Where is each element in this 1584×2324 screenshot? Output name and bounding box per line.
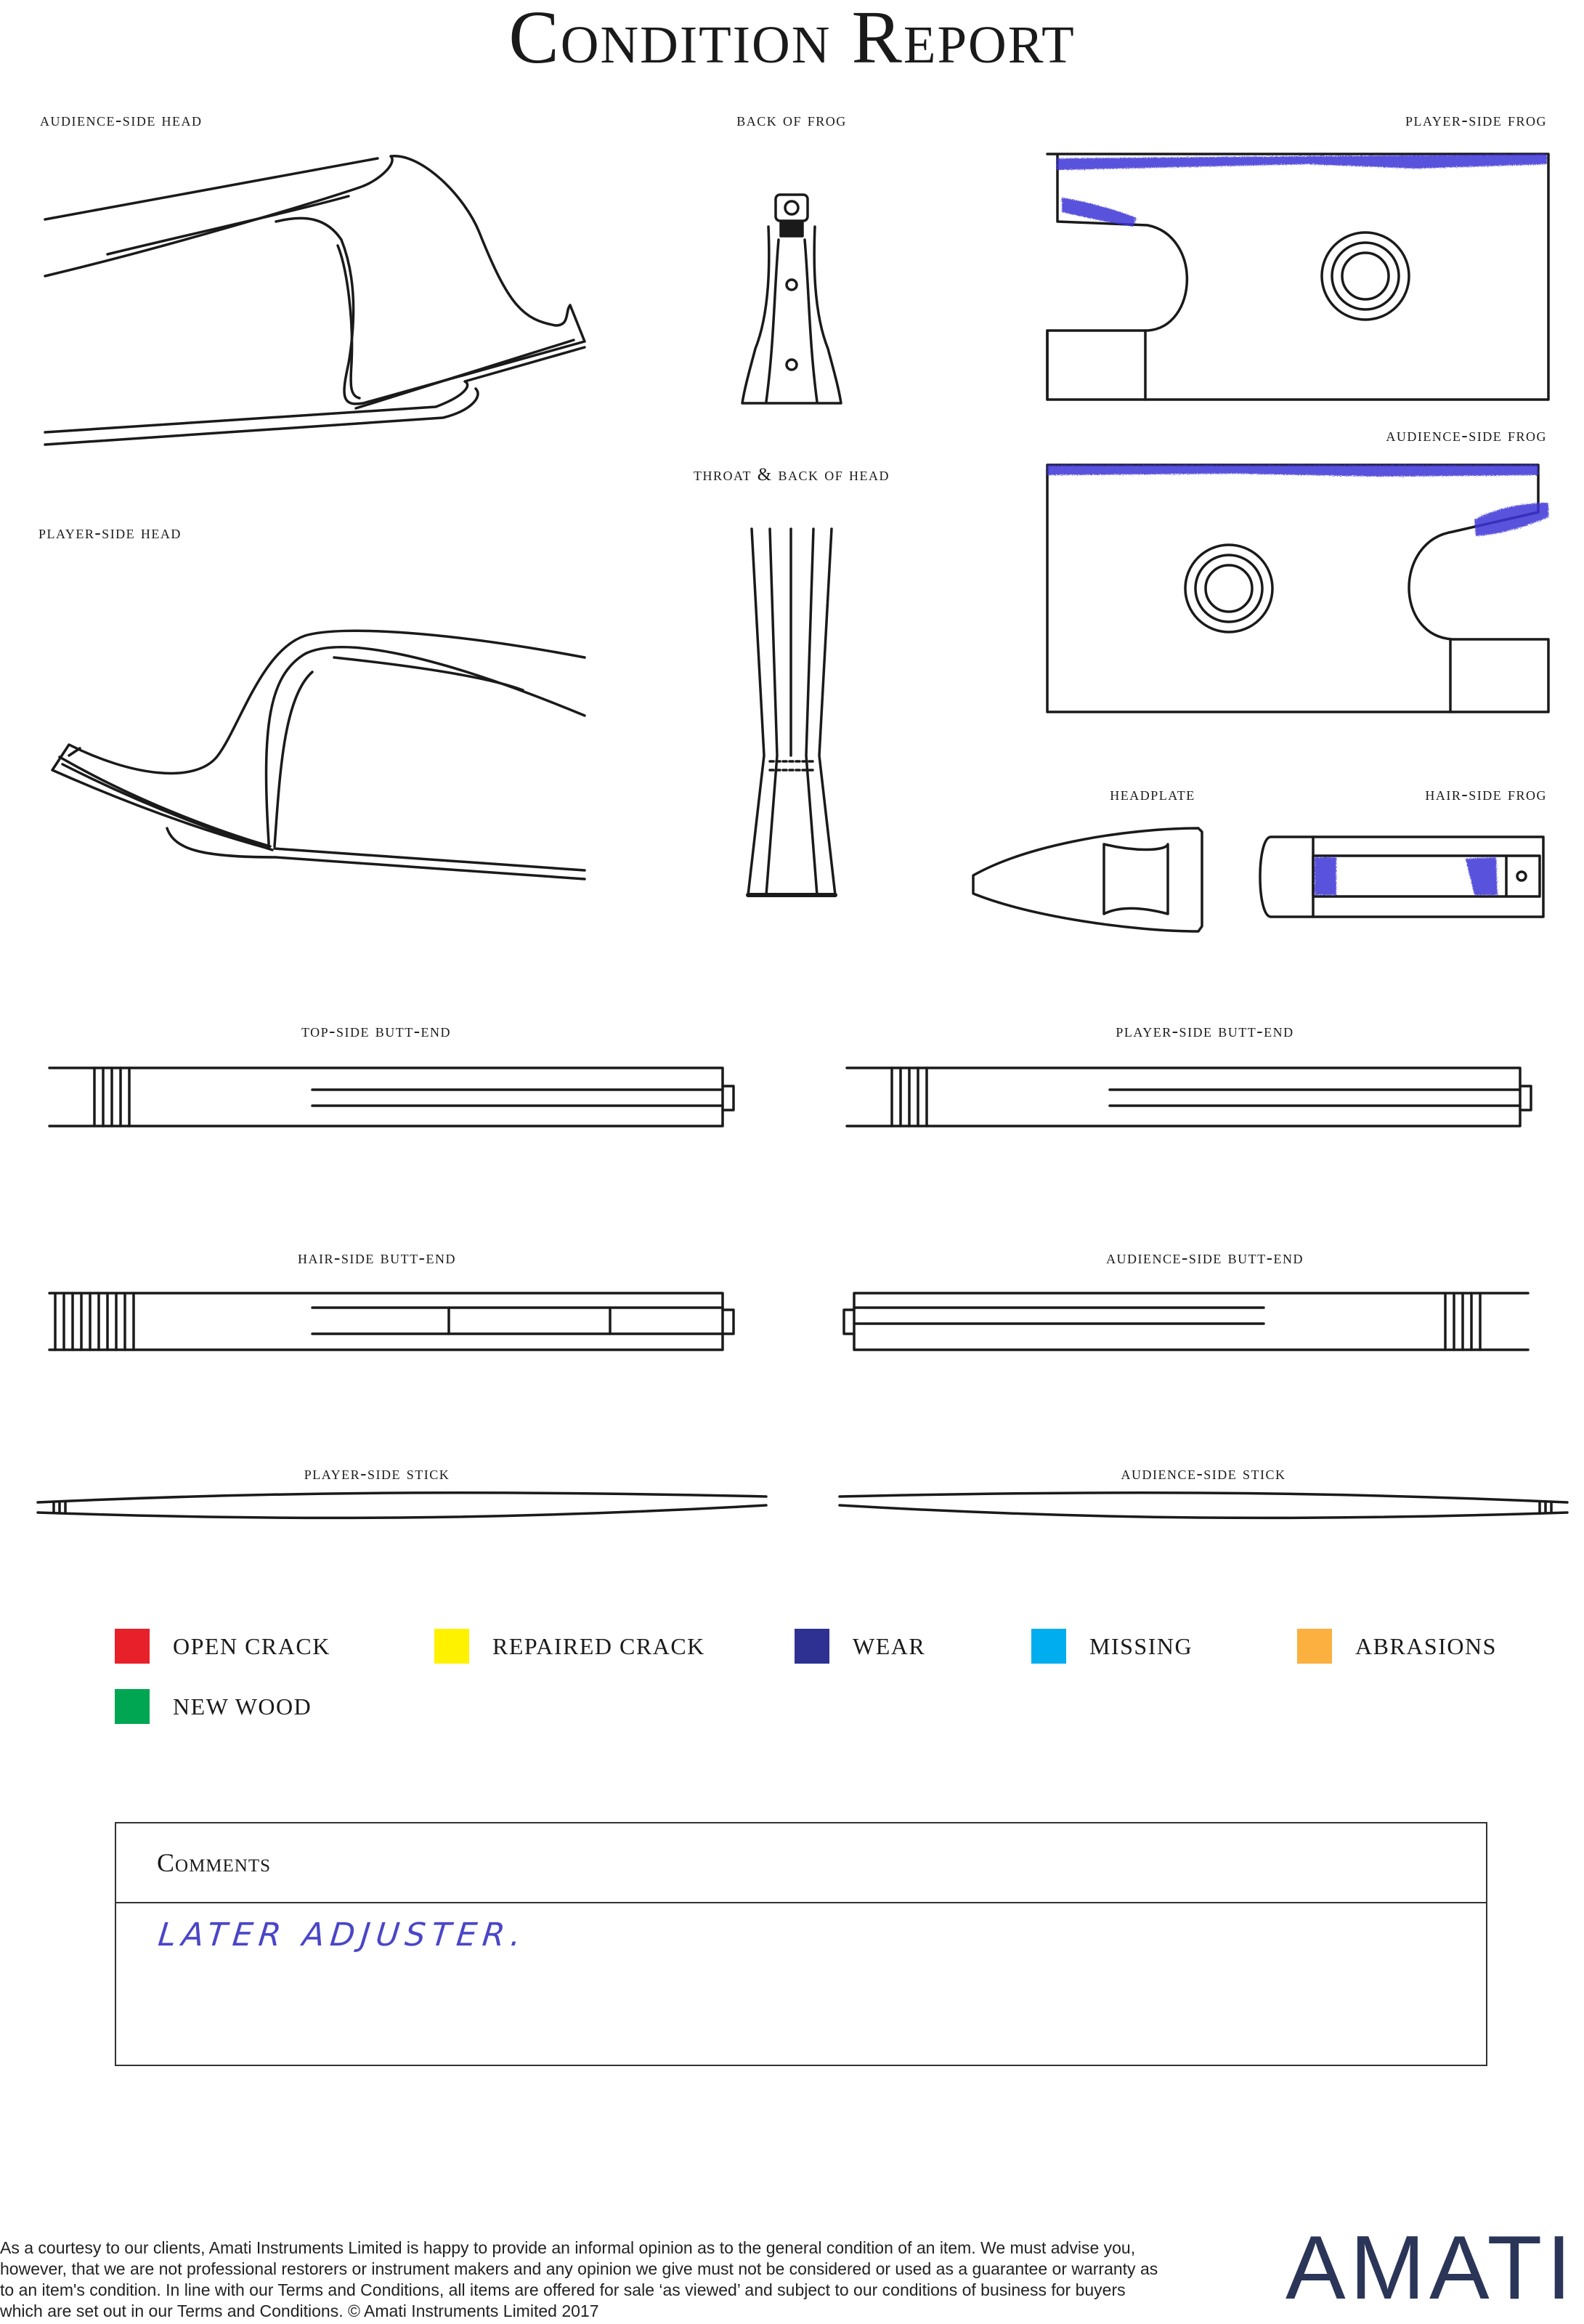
audience-side-frog-drawing bbox=[1047, 465, 1548, 712]
label-player-side-head: player-side head bbox=[38, 523, 182, 543]
label-top-side-butt-end: top-side butt-end bbox=[301, 1021, 452, 1041]
label-player-side-stick: player-side stick bbox=[304, 1464, 450, 1483]
legend-missing bbox=[1031, 1629, 1193, 1664]
legend-swatch bbox=[1297, 1629, 1332, 1664]
label-player-side-butt-end: player-side butt-end bbox=[1116, 1021, 1294, 1041]
player-side-stick-drawing bbox=[38, 1493, 766, 1518]
label-headplate: headplate bbox=[1110, 785, 1195, 804]
label-back-of-frog: back of frog bbox=[736, 110, 847, 130]
legend-swatch bbox=[115, 1629, 150, 1664]
amati-logo: AMATI bbox=[1286, 2218, 1576, 2318]
legend-swatch bbox=[434, 1629, 469, 1664]
legend-swatch bbox=[1031, 1629, 1066, 1664]
audience-side-butt-end-drawing bbox=[844, 1293, 1528, 1350]
label-player-side-frog: player-side frog bbox=[1405, 110, 1547, 130]
legend-label: MISSING bbox=[1089, 1632, 1193, 1659]
legend-new-wood bbox=[115, 1689, 312, 1724]
label-audience-side-butt-end: audience-side butt-end bbox=[1106, 1248, 1304, 1268]
hair-side-butt-end-drawing bbox=[49, 1293, 734, 1350]
legend-label: REPAIRED CRACK bbox=[492, 1632, 705, 1659]
label-audience-side-stick: audience-side stick bbox=[1121, 1464, 1286, 1483]
legend-repaired-crack bbox=[434, 1629, 705, 1664]
legend-abrasions bbox=[1297, 1629, 1497, 1664]
legend-label: WEAR bbox=[853, 1632, 926, 1659]
label-throat-back-of-head: throat & back of head bbox=[694, 465, 890, 485]
headplate-drawing bbox=[973, 828, 1202, 931]
back-of-frog-drawing bbox=[742, 195, 841, 403]
legend-label: ABRASIONS bbox=[1355, 1632, 1497, 1659]
label-hair-side-butt-end: hair-side butt-end bbox=[298, 1248, 456, 1268]
label-hair-side-frog: hair-side frog bbox=[1425, 785, 1547, 804]
comments-heading: Comments bbox=[116, 1823, 1486, 1903]
legend-label: OPEN CRACK bbox=[173, 1632, 330, 1659]
throat-back-of-head-drawing bbox=[748, 529, 835, 895]
player-side-frog-drawing bbox=[1047, 154, 1548, 400]
top-side-butt-end-drawing bbox=[49, 1068, 734, 1126]
legend-label: NEW WOOD bbox=[173, 1693, 312, 1720]
hair-side-frog-drawing bbox=[1260, 837, 1543, 917]
legend-open-crack bbox=[115, 1629, 330, 1664]
label-audience-side-head: audience-side head bbox=[40, 110, 203, 130]
audience-side-stick-drawing bbox=[840, 1493, 1567, 1518]
legend-swatch bbox=[115, 1689, 150, 1724]
disclaimer-text: As a courtesy to our clients, Amati Instruments Limited is happy to provide an informal opinion as to the general condition of an item. We must advise you, however, that we are not professional restorers or instrument makers and any opinion we give must not be considered or used as a guarantee or warranty as to an item's condition. In line with our Terms and Conditions, all items are offered for sale ‘as viewed’ and subject to our conditions of business for buyers which are set out in our Terms and Conditions. © Amati Instruments Limited 2017 bbox=[0, 2238, 1158, 2320]
player-side-butt-end-drawing bbox=[847, 1068, 1531, 1126]
page-title: Condition Report bbox=[508, 0, 1076, 79]
wear-markings bbox=[1047, 154, 1548, 895]
label-audience-side-frog: audience-side frog bbox=[1386, 426, 1547, 445]
audience-side-head-drawing bbox=[45, 156, 585, 445]
comments-text: LATER ADJUSTER. bbox=[156, 1916, 529, 1953]
legend-swatch bbox=[795, 1629, 829, 1664]
comments-box bbox=[115, 1822, 1487, 2066]
player-side-head-drawing bbox=[52, 631, 585, 879]
legend-wear bbox=[795, 1629, 925, 1664]
